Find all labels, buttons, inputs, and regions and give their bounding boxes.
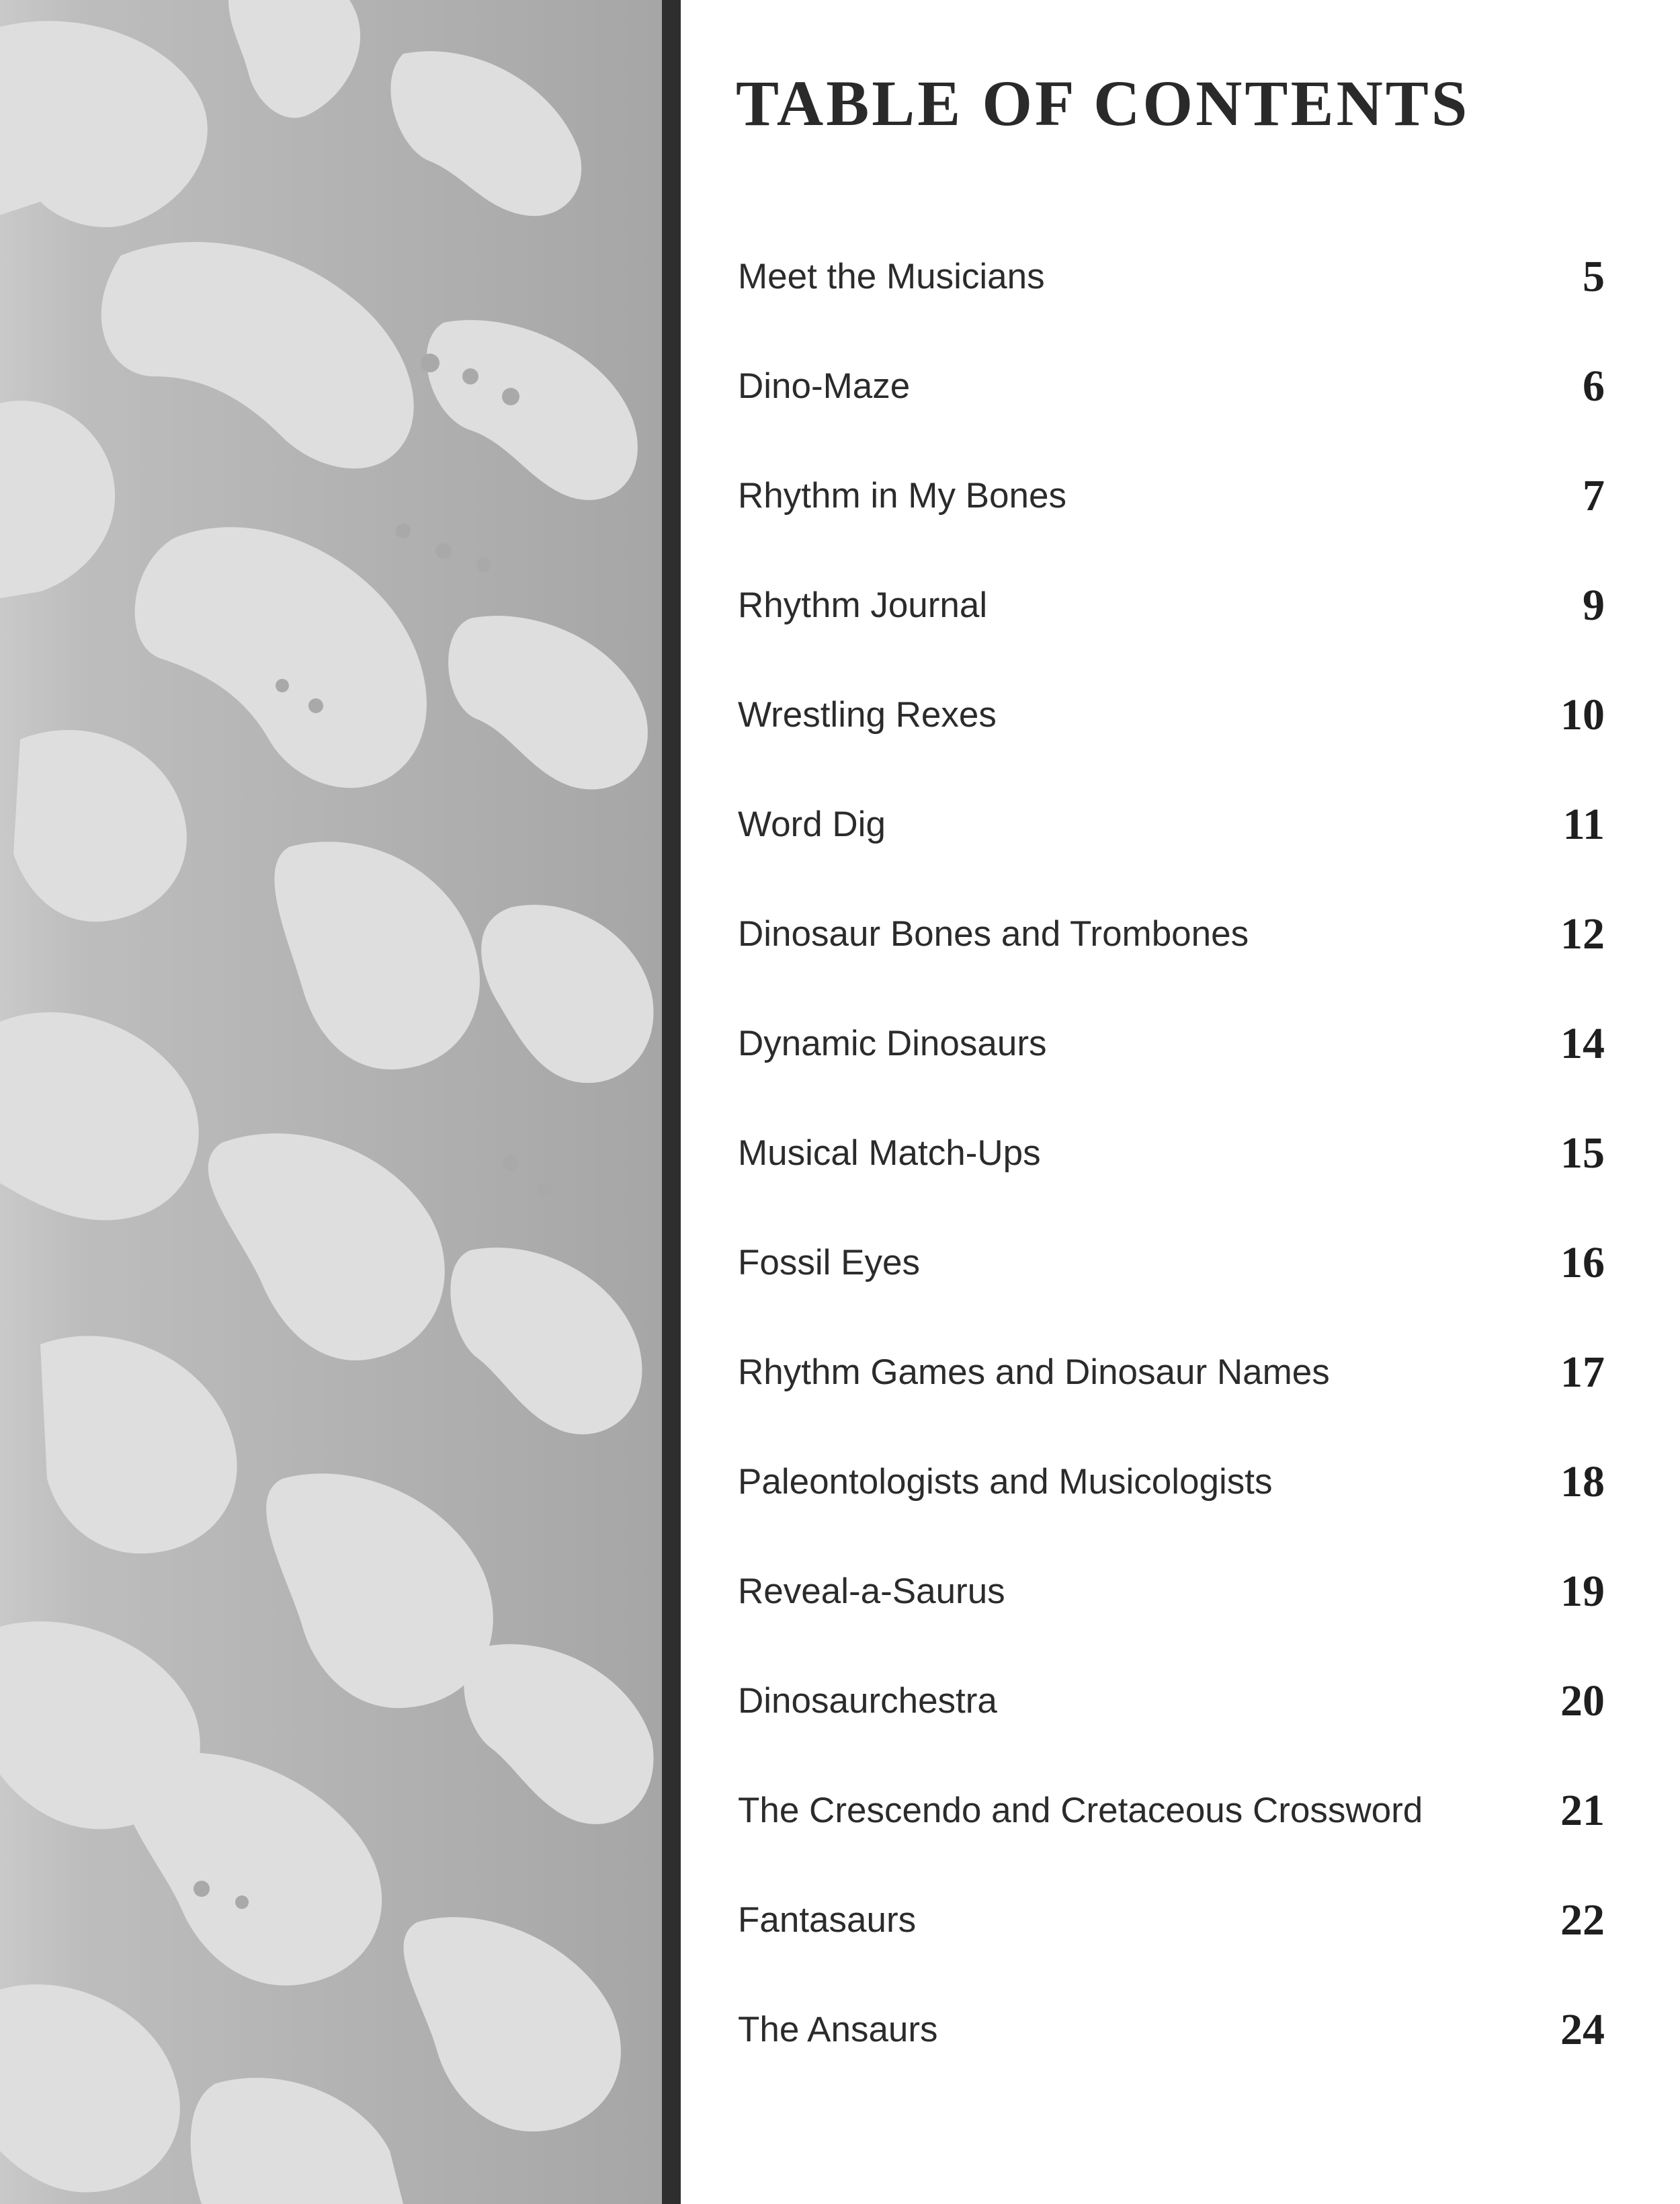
toc-entry-title: Rhythm Games and Dinosaur Names	[738, 1352, 1330, 1392]
toc-entry-title: Rhythm in My Bones	[738, 476, 1066, 516]
toc-entry	[738, 675, 1605, 784]
toc-entry-page-number: 5	[1583, 252, 1605, 301]
toc-entry-title: The Crescendo and Cretaceous Crossword	[738, 1791, 1423, 1830]
toc-entry-page-number: 9	[1583, 581, 1605, 630]
panel-divider	[662, 0, 681, 2204]
toc-entry	[738, 1880, 1605, 1990]
toc-entry-title: Dynamic Dinosaurs	[738, 1024, 1047, 1063]
toc-entry-page-number: 21	[1560, 1786, 1605, 1835]
toc-entry	[738, 1551, 1605, 1661]
toc-entry-title: Fantasaurs	[738, 1900, 917, 1940]
toc-entry	[738, 456, 1605, 565]
toc-entry-page-number: 6	[1583, 362, 1605, 411]
toc-entry-page-number: 20	[1560, 1676, 1605, 1725]
toc-entry	[738, 1332, 1605, 1442]
toc-entry	[738, 1442, 1605, 1551]
toc-entry-title: Dino-Maze	[738, 366, 911, 406]
dinosaur-silhouettes	[0, 0, 662, 2204]
toc-entry-title: Reveal-a-Saurus	[738, 1572, 1005, 1611]
toc-entry-page-number: 7	[1583, 471, 1605, 520]
toc-entry-title: Rhythm Journal	[738, 585, 988, 625]
toc-entry	[738, 1990, 1605, 2099]
toc-entry	[738, 1004, 1605, 1113]
toc-entry-title: Musical Match-Ups	[738, 1133, 1041, 1173]
toc-entry	[738, 1770, 1605, 1880]
toc-entry-page-number: 16	[1560, 1238, 1605, 1287]
toc-entry-page-number: 19	[1560, 1567, 1605, 1616]
toc-entry-title: Paleontologists and Musicologists	[738, 1462, 1273, 1502]
toc-entry-page-number: 14	[1560, 1019, 1605, 1068]
toc-entry-title: Fossil Eyes	[738, 1243, 920, 1282]
toc-entry-page-number: 10	[1560, 690, 1605, 739]
toc-entry	[738, 784, 1605, 894]
table-of-contents-list	[738, 237, 1605, 2099]
toc-entry	[738, 1661, 1605, 1770]
dinosaur-pattern-illustration	[0, 0, 662, 2204]
toc-entry-page-number: 12	[1560, 909, 1605, 958]
toc-entry-page-number: 11	[1562, 800, 1605, 849]
toc-entry-page-number: 18	[1560, 1457, 1605, 1506]
toc-entry-title: Meet the Musicians	[738, 257, 1045, 296]
toc-entry-page-number: 17	[1560, 1348, 1605, 1397]
toc-entry-title: The Ansaurs	[738, 2010, 938, 2049]
toc-entry-page-number: 22	[1560, 1895, 1605, 1945]
toc-entry-title: Dinosaurchestra	[738, 1681, 997, 1721]
toc-entry	[738, 565, 1605, 675]
toc-entry-page-number: 24	[1560, 2005, 1605, 2054]
toc-entry	[738, 237, 1605, 346]
page-title: TABLE OF CONTENTS	[736, 67, 1470, 139]
toc-entry-title: Wrestling Rexes	[738, 695, 997, 735]
toc-entry-page-number: 15	[1560, 1129, 1605, 1178]
toc-entry-title: Word Dig	[738, 805, 886, 844]
toc-entry	[738, 1113, 1605, 1223]
toc-entry	[738, 894, 1605, 1004]
toc-entry	[738, 346, 1605, 456]
toc-entry-title: Dinosaur Bones and Trombones	[738, 914, 1249, 954]
toc-entry	[738, 1223, 1605, 1332]
